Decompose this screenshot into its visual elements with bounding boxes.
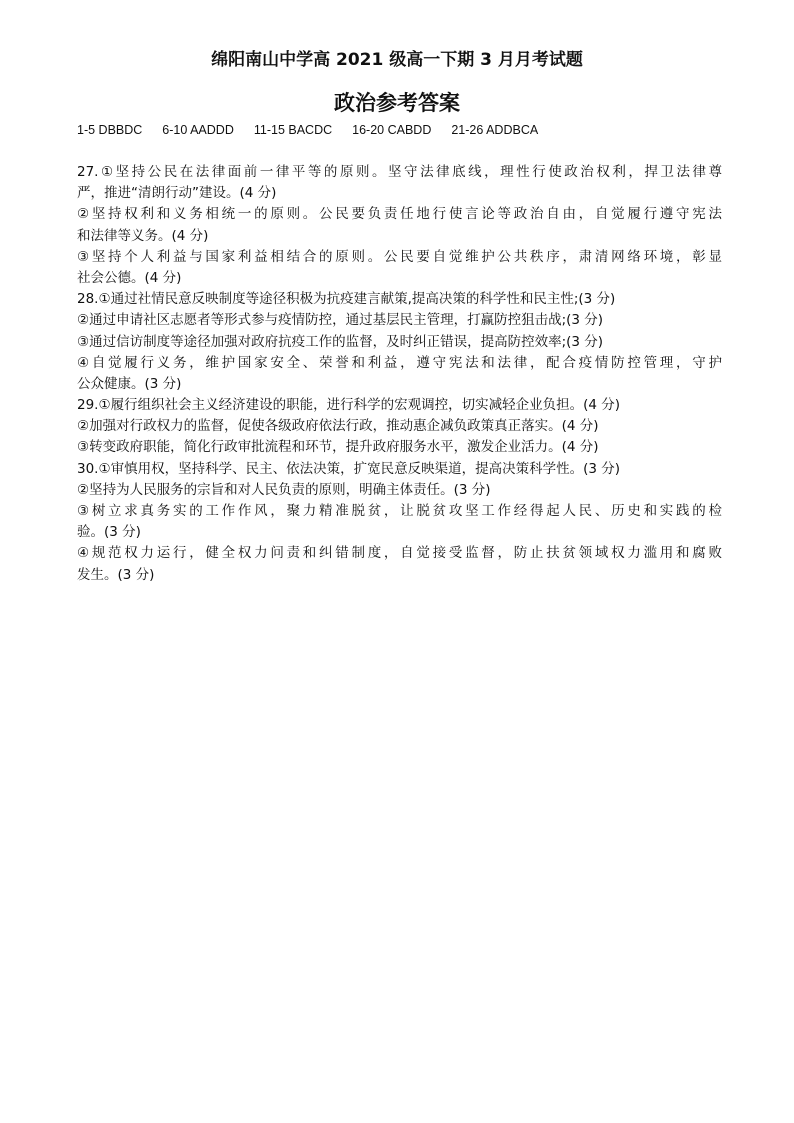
choice-answer-group: 16-20 CABDD xyxy=(352,123,432,137)
answer-line: 验。(3 分) xyxy=(77,524,141,541)
answer-line: ②加强对行政权力的监督，促使各级政府依法行政，推动惠企减负政策真正落实。(4 分) xyxy=(77,418,599,435)
choice-answer-group: 21-26 ADDBCA xyxy=(451,123,539,137)
answer-line: 28.①通过社情民意反映制度等途径积极为抗疫建言献策,提高决策的科学性和民主性;(3 分) xyxy=(77,291,616,308)
answer-line: ④自觉履行义务，维护国家安全、荣誉和利益，遵守宪法和法律，配合疫情防控管理，守护 xyxy=(77,354,722,371)
answer-line: 27.①坚持公民在法律面前一律平等的原则。坚守法律底线，理性行使政治权利，捍卫法律尊 xyxy=(77,164,722,180)
answer-line: 严，推进“清朗行动”建设。(4 分) xyxy=(77,185,277,202)
answer-line: 公众健康。(3 分) xyxy=(77,375,182,392)
answer-key-heading: 政治参考答案 xyxy=(334,91,460,115)
answer-line: 和法律等义务。(4 分) xyxy=(77,227,209,244)
essay-answers xyxy=(77,162,722,586)
answer-line: ④规范权力运行，健全权力问责和纠错制度，自觉接受监督，防止扶贫领域权力滥用和腐败 xyxy=(77,545,722,562)
answer-line: ③树立求真务实的工作作风，聚力精准脱贫，让脱贫攻坚工作经得起人民、历史和实践的检 xyxy=(77,503,722,519)
answer-line: ②坚持为人民服务的宗旨和对人民负责的原则，明确主体责任。(3 分) xyxy=(77,481,491,498)
choice-answer-group: 1-5 DBBDC xyxy=(77,123,143,137)
answer-line: ②坚持权利和义务相统一的原则。公民要负责任地行使言论等政治自由，自觉履行遵守宪法 xyxy=(77,206,722,223)
exam-title: 绵阳南山中学高 2021 级高一下期 3 月月考试题 xyxy=(211,50,583,70)
answer-line: ③坚持个人利益与国家利益相结合的原则。公民要自觉维护公共秩序，肃清网络环境，彰显 xyxy=(77,248,722,265)
answer-line: ②通过申请社区志愿者等形式参与疫情防控，通过基层民主管理，打赢防控狙击战;(3 分) xyxy=(77,312,604,329)
answer-line: 29.①履行组织社会主义经济建设的职能，进行科学的宏观调控，切实减轻企业负担。(4 分) xyxy=(77,397,620,414)
answer-line: 社会公德。(4 分) xyxy=(77,269,182,286)
choice-answer-group: 11-15 BACDC xyxy=(253,123,333,137)
multiple-choice-answers xyxy=(77,121,558,139)
answer-line: ③转变政府职能，简化行政审批流程和环节，提升政府服务水平，激发企业活力。(4 分) xyxy=(77,439,599,456)
answer-line: ③通过信访制度等途径加强对政府抗疫工作的监督，及时纠正错误，提高防控效率;(3 分) xyxy=(77,333,604,350)
answer-line: 30.①审慎用权，坚持科学、民主、依法决策，扩宽民意反映渠道，提高决策科学性。(3 分) xyxy=(77,460,620,477)
choice-answer-group: 6-10 AADDD xyxy=(162,123,234,137)
answer-line: 发生。(3 分) xyxy=(77,566,155,583)
